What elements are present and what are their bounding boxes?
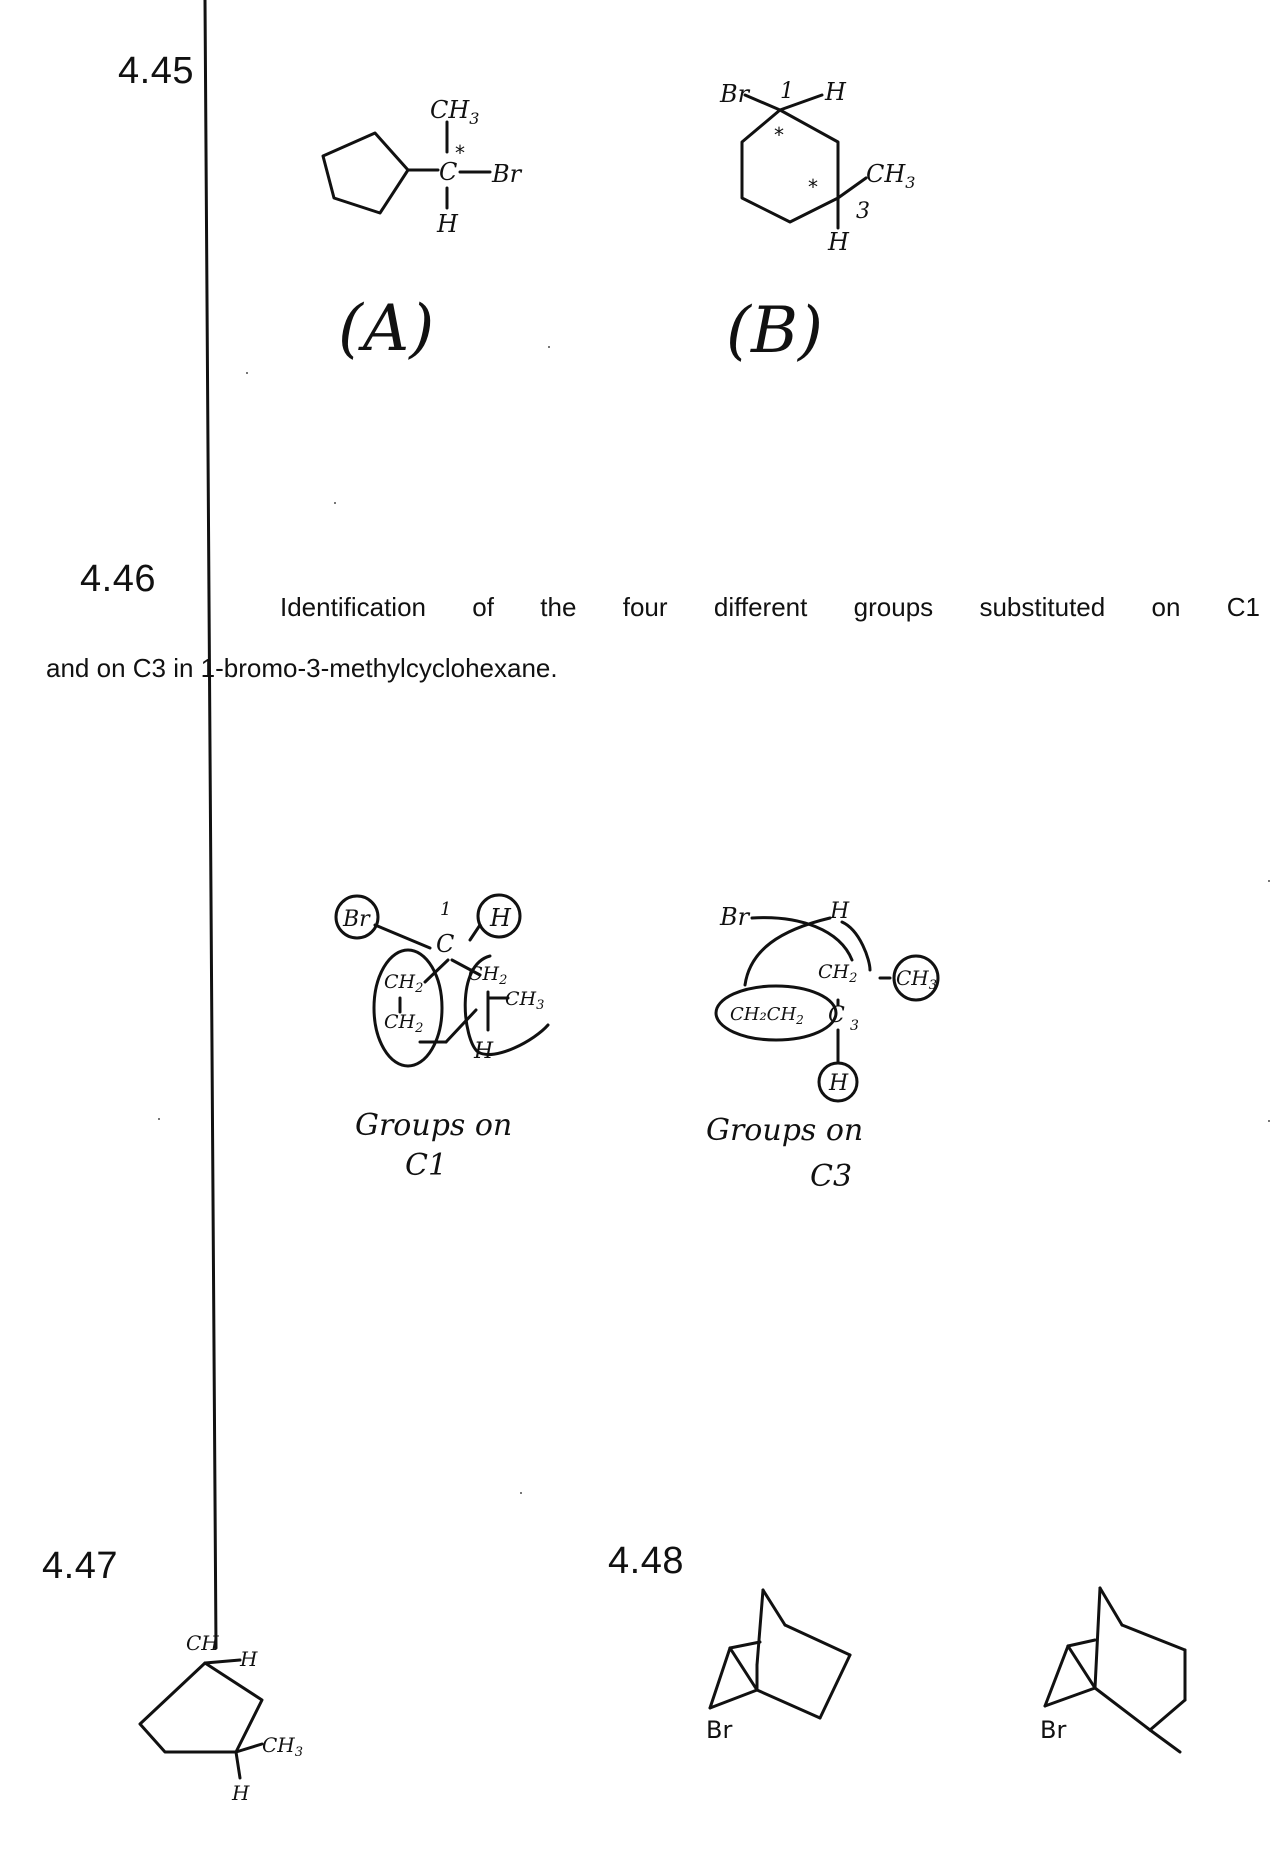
- b-star-1: *: [774, 123, 784, 147]
- c3-h-bottom: H: [829, 1071, 849, 1096]
- b-br: Br: [720, 80, 750, 108]
- c3-ch2-top: $CH_2$: [818, 961, 858, 986]
- structure-4-47: [140, 0, 262, 1778]
- section-number-4-46: 4.46: [80, 558, 156, 600]
- c1-br: Br: [343, 907, 370, 932]
- s447-h-bottom: H: [232, 1781, 250, 1805]
- a-ch3: $CH_3$: [430, 96, 480, 128]
- a-c: C: [439, 158, 458, 186]
- c1-h-bottom: H: [474, 1039, 494, 1064]
- a-br: Br: [492, 160, 522, 188]
- c1-ch2-b: $CH_2$: [384, 1011, 424, 1036]
- structure-b: [742, 95, 866, 228]
- c1-one: 1: [440, 899, 452, 920]
- bicyclo-left: [710, 1590, 850, 1718]
- s447-h-top: H: [240, 1647, 258, 1671]
- scan-speck: [334, 502, 336, 504]
- scan-speck: [520, 1492, 522, 1494]
- c3-c: C: [828, 1003, 845, 1028]
- cyclopentane-ring-4-47: [140, 1663, 262, 1752]
- b-one: 1: [780, 79, 794, 104]
- section-4-46-line-1: Identification of the four different groups substituted on C1: [280, 592, 1260, 622]
- circle-ch2-ring: [374, 950, 442, 1066]
- structure-a: [323, 122, 490, 213]
- c3-h-top: H: [830, 899, 850, 924]
- c1-caption-line-2: C1: [405, 1148, 448, 1183]
- scan-speck: [548, 346, 550, 348]
- scan-speck: [1268, 880, 1270, 882]
- b-ch3: $CH_3$: [866, 160, 916, 192]
- s447-ch3-right: $CH_3$: [262, 1733, 304, 1760]
- cyclopentane-ring-a: [323, 133, 408, 213]
- c3-caption-line-2: C3: [810, 1159, 853, 1194]
- b-star-3: *: [808, 175, 818, 199]
- c3-br: Br: [720, 903, 750, 931]
- c3-caption-line-1: Groups on: [706, 1113, 864, 1148]
- c3-three: 3: [850, 1018, 859, 1034]
- b-h-bottom: H: [828, 228, 849, 256]
- s448-br-right: Br: [1040, 1716, 1067, 1744]
- a-star: *: [455, 141, 465, 165]
- a-h: H: [437, 210, 458, 238]
- c1-ch2-c: $CH_2$: [468, 963, 508, 988]
- section-number-4-45: 4.45: [118, 50, 194, 92]
- c1-c: C: [436, 930, 455, 958]
- c1-caption-line-1: Groups on: [355, 1108, 513, 1143]
- c1-ch3: $CH_3$: [505, 988, 545, 1013]
- scan-speck: [246, 372, 248, 374]
- s448-br-left: Br: [706, 1716, 733, 1744]
- c1-h-top: H: [490, 904, 511, 932]
- s447-ch3-top: CH: [186, 1631, 219, 1655]
- label-a: (A): [338, 292, 435, 366]
- c1-ch2-a: $CH_2$: [384, 971, 424, 996]
- scan-speck: [158, 1118, 160, 1120]
- cyclohexane-ring-b: [742, 110, 838, 222]
- c3-ch3: $CH_3$: [896, 966, 938, 993]
- b-three: 3: [856, 199, 870, 224]
- section-number-4-48: 4.48: [608, 1540, 684, 1582]
- section-number-4-47: 4.47: [42, 1545, 118, 1587]
- b-h-top: H: [825, 78, 846, 106]
- label-b: (B): [726, 294, 823, 368]
- scan-speck: [1268, 1120, 1270, 1122]
- c3-ch2ch2: $CH_2CH_2$: [730, 1004, 804, 1027]
- section-4-46-line-2: and on C3 in 1-bromo-3-methylcyclohexane.: [46, 653, 558, 683]
